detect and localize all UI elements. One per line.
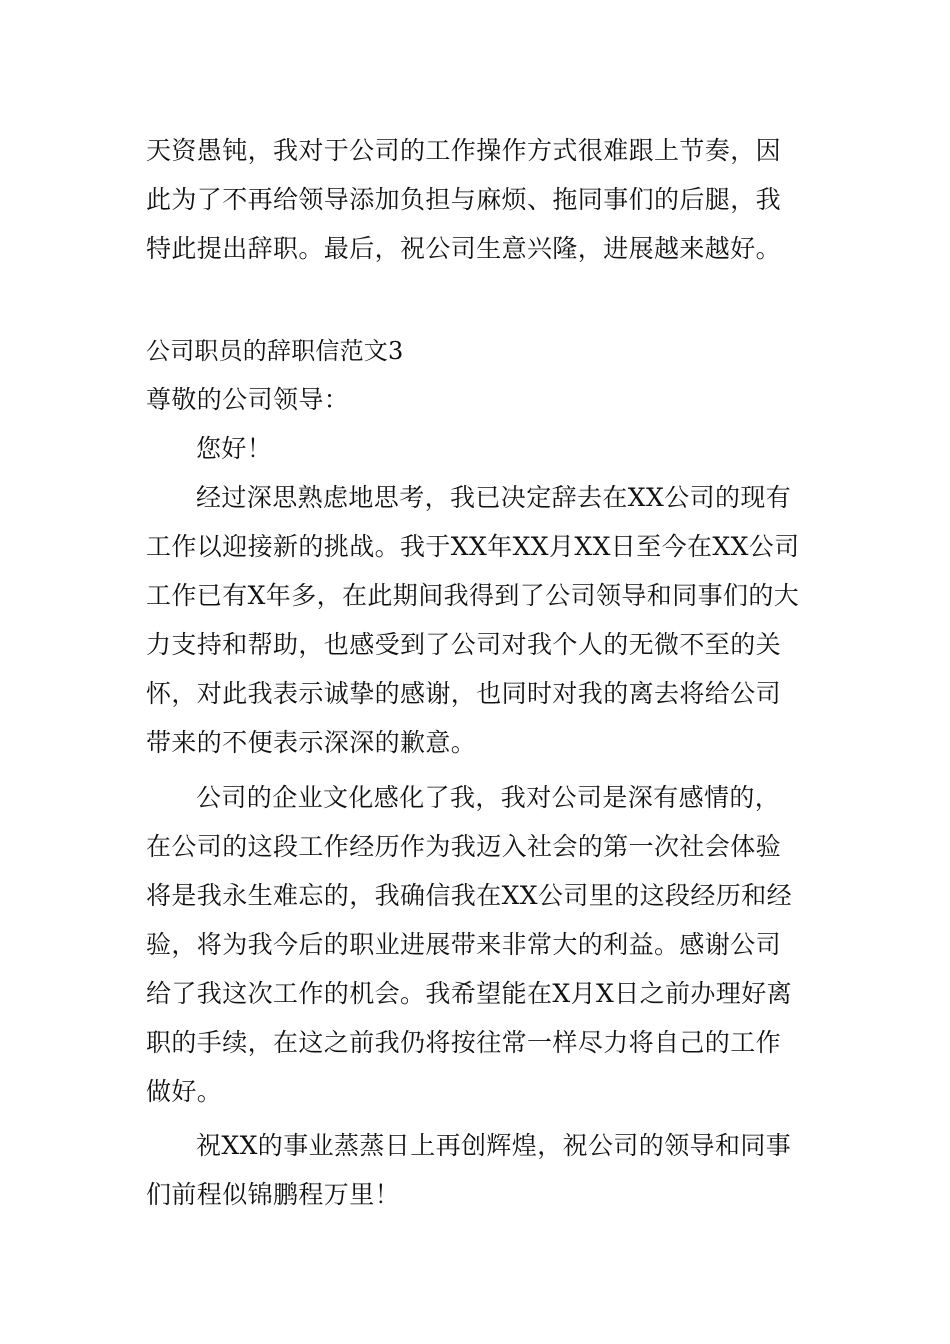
paragraph-3-line-2: 们前程似锦鹏程万里！ bbox=[146, 1180, 401, 1209]
paragraph-1-line-5: 怀，对此我表示诚挚的感谢，也同时对我的离去将给公司 bbox=[146, 679, 782, 708]
paragraph-1-line-6: 带来的不便表示深深的歉意。 bbox=[146, 728, 477, 757]
continuation-line-2: 此为了不再给领导添加负担与麻烦、拖同事们的后腿，我 bbox=[146, 185, 782, 214]
paragraph-2-line-1: 公司的企业文化感化了我，我对公司是深有感情的， bbox=[196, 783, 781, 812]
paragraph-2-line-5: 给了我这次工作的机会。我希望能在X月X日之前办理好离 bbox=[146, 979, 792, 1008]
salutation: 尊敬的公司领导： bbox=[146, 385, 350, 414]
paragraph-2-line-6: 职的手续，在这之前我仍将按往常一样尽力将自己的工作 bbox=[146, 1028, 782, 1057]
paragraph-2-line-3: 将是我永生难忘的，我确信我在XX公司里的这段经历和经 bbox=[146, 881, 792, 910]
section-title: 公司职员的辞职信范文3 bbox=[146, 337, 404, 365]
paragraph-1-line-1: 经过深思熟虑地思考，我已决定辞去在XX公司的现有 bbox=[196, 483, 792, 512]
paragraph-2-line-7: 做好。 bbox=[146, 1077, 223, 1106]
paragraph-1-line-4: 力支持和帮助，也感受到了公司对我个人的无微不至的关 bbox=[146, 630, 782, 659]
continuation-line-3: 特此提出辞职。最后，祝公司生意兴隆，进展越来越好。 bbox=[146, 234, 782, 263]
paragraph-1-line-2: 工作以迎接新的挑战。我于XX年XX月XX日至今在XX公司 bbox=[146, 532, 800, 561]
continuation-line-1: 天资愚钝，我对于公司的工作操作方式很难跟上节奏，因 bbox=[146, 136, 782, 165]
paragraph-2-line-2: 在公司的这段工作经历作为我迈入社会的第一次社会体验 bbox=[146, 832, 782, 861]
paragraph-1-line-3: 工作已有X年多，在此期间我得到了公司领导和同事们的大 bbox=[146, 581, 800, 610]
paragraph-2-line-4: 验，将为我今后的职业进展带来非常大的利益。感谢公司 bbox=[146, 930, 782, 959]
greeting: 您好！ bbox=[196, 434, 273, 463]
paragraph-3-line-1: 祝XX的事业蒸蒸日上再创辉煌，祝公司的领导和同事 bbox=[196, 1131, 792, 1160]
